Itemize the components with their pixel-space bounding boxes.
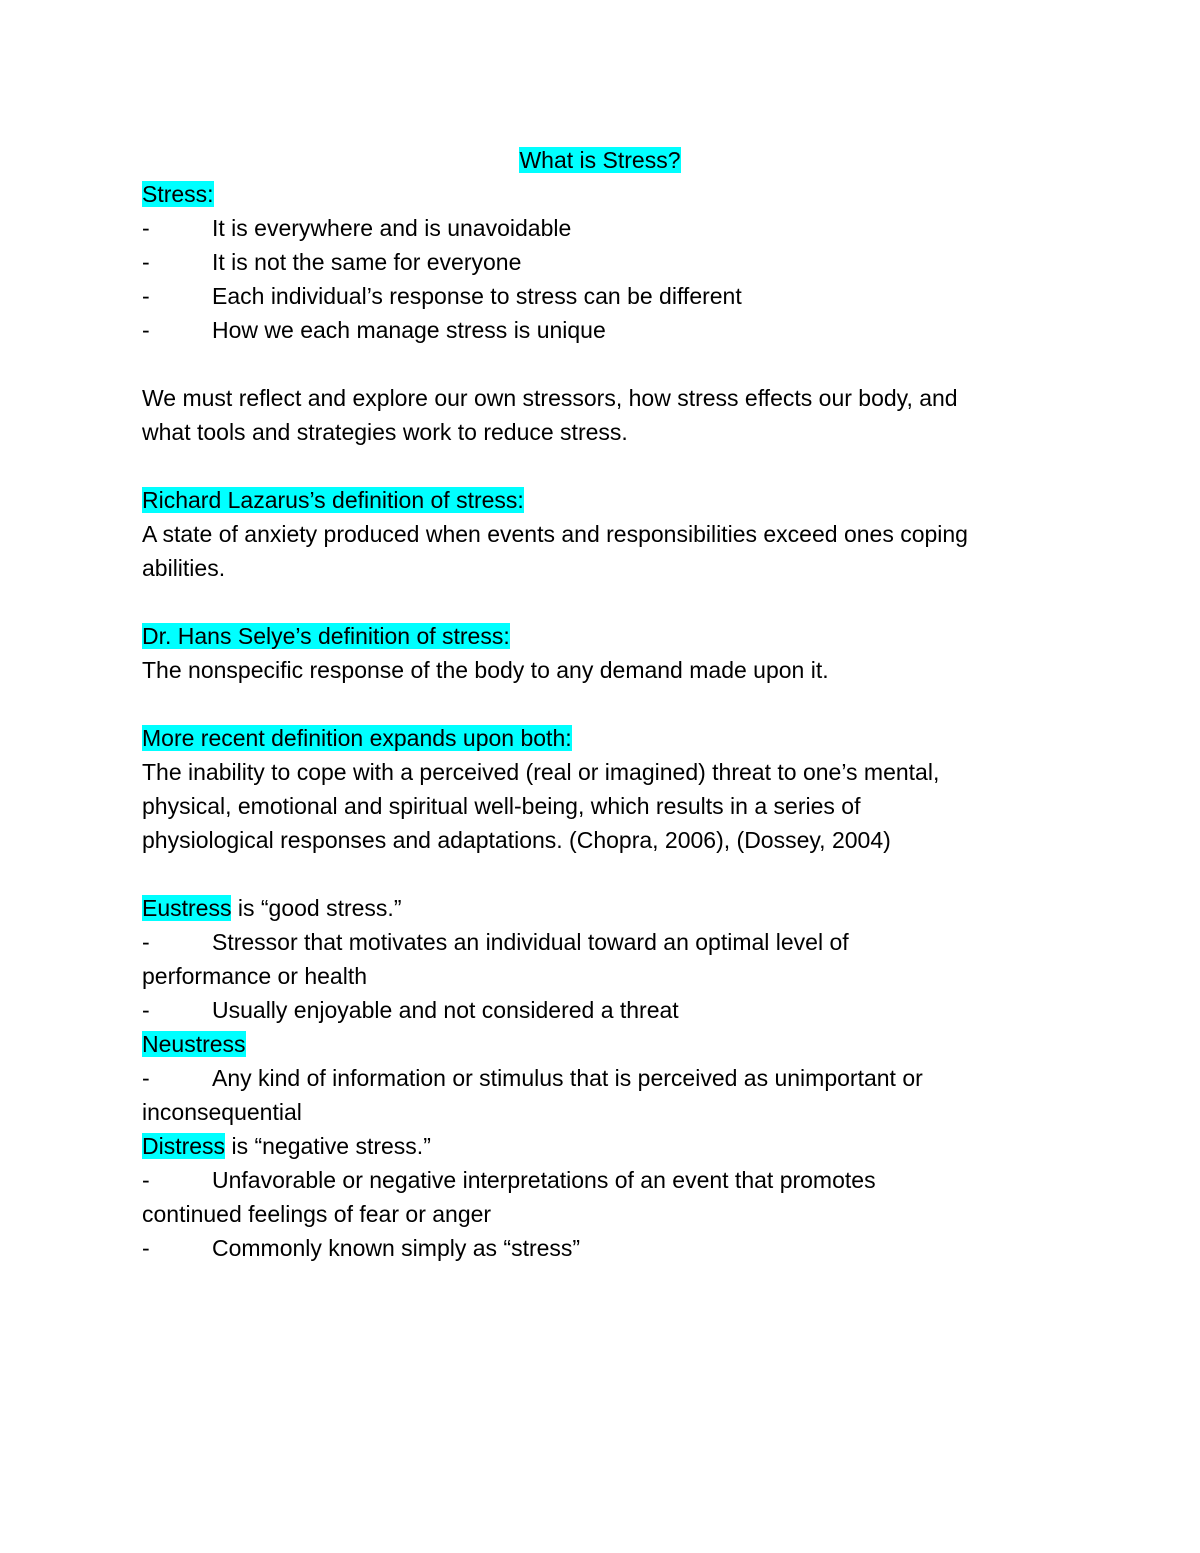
list-item-text: Commonly known simply as “stress”: [212, 1235, 581, 1261]
list-item-text: It is everywhere and is unavoidable: [212, 215, 572, 241]
list-item: [142, 279, 1062, 313]
paragraph-line: The nonspecific response of the body to any demand made upon it.: [142, 657, 829, 683]
dash-bullet: -: [142, 1167, 150, 1193]
stress-heading-line: [142, 177, 1062, 211]
eustress-description: is “good stress.”: [231, 895, 402, 921]
list-item-text: Unfavorable or negative interpretations of an event that promotes: [212, 1167, 876, 1193]
distress-description: is “negative stress.”: [225, 1133, 431, 1159]
dash-bullet: -: [142, 249, 150, 275]
list-item-text: Stressor that motivates an individual toward an optimal level of: [212, 929, 849, 955]
dash-bullet: -: [142, 215, 150, 241]
list-item: [142, 1231, 1062, 1265]
neustress-term: Neustress: [142, 1031, 246, 1057]
list-item-text: How we each manage stress is unique: [212, 317, 606, 343]
list-item: [142, 245, 1062, 279]
lazarus-heading-line: [142, 483, 1062, 517]
list-item-text: Usually enjoyable and not considered a threat: [212, 997, 679, 1023]
list-item: [142, 211, 1062, 245]
list-item-continuation: inconsequential: [142, 1099, 302, 1125]
list-item-text: It is not the same for everyone: [212, 249, 522, 275]
paragraph-line: physiological responses and adaptations. (Chopra, 2006), (Dossey, 2004): [142, 827, 891, 853]
list-item-text: Any kind of information or stimulus that is perceived as unimportant or: [212, 1065, 923, 1091]
eustress-heading-line: [142, 891, 1062, 925]
stress-heading: Stress:: [142, 181, 214, 207]
list-item-continuation: continued feelings of fear or anger: [142, 1201, 492, 1227]
lazarus-heading: Richard Lazarus’s definition of stress:: [142, 487, 524, 513]
neustress-heading-line: [142, 1027, 1062, 1061]
list-item: [142, 993, 1062, 1027]
page-title: What is Stress?: [519, 147, 681, 173]
spacer: [142, 449, 1062, 483]
title-line: [142, 143, 1058, 177]
paragraph-line: abilities.: [142, 555, 226, 581]
dash-bullet: -: [142, 1235, 150, 1261]
list-item: [142, 1163, 1062, 1197]
distress-heading-line: [142, 1129, 1062, 1163]
spacer: [142, 857, 1062, 891]
dash-bullet: -: [142, 283, 150, 309]
list-item-continuation: performance or health: [142, 963, 368, 989]
list-item: [142, 925, 1062, 959]
distress-term: Distress: [142, 1133, 226, 1159]
paragraph-line: The inability to cope with a perceived (real or imagined) threat to one’s mental,: [142, 759, 940, 785]
recent-heading-line: [142, 721, 1062, 755]
spacer: [142, 687, 1062, 721]
paragraph-line: what tools and strategies work to reduce stress.: [142, 419, 628, 445]
list-item: [142, 1061, 1062, 1095]
dash-bullet: -: [142, 929, 150, 955]
list-item-text: Each individual’s response to stress can be different: [212, 283, 742, 309]
spacer: [142, 347, 1062, 381]
list-item: [142, 313, 1062, 347]
selye-heading: Dr. Hans Selye’s definition of stress:: [142, 623, 510, 649]
dash-bullet: -: [142, 997, 150, 1023]
spacer: [142, 585, 1062, 619]
eustress-term: Eustress: [142, 895, 232, 921]
paragraph-line: physical, emotional and spiritual well-being, which results in a series of: [142, 793, 861, 819]
dash-bullet: -: [142, 1065, 150, 1091]
paragraph-line: We must reflect and explore our own stressors, how stress effects our body, and: [142, 385, 958, 411]
recent-heading: More recent definition expands upon both:: [142, 725, 572, 751]
dash-bullet: -: [142, 317, 150, 343]
document-page: [142, 143, 1062, 1265]
paragraph-line: A state of anxiety produced when events and responsibilities exceed ones coping: [142, 521, 968, 547]
selye-heading-line: [142, 619, 1062, 653]
